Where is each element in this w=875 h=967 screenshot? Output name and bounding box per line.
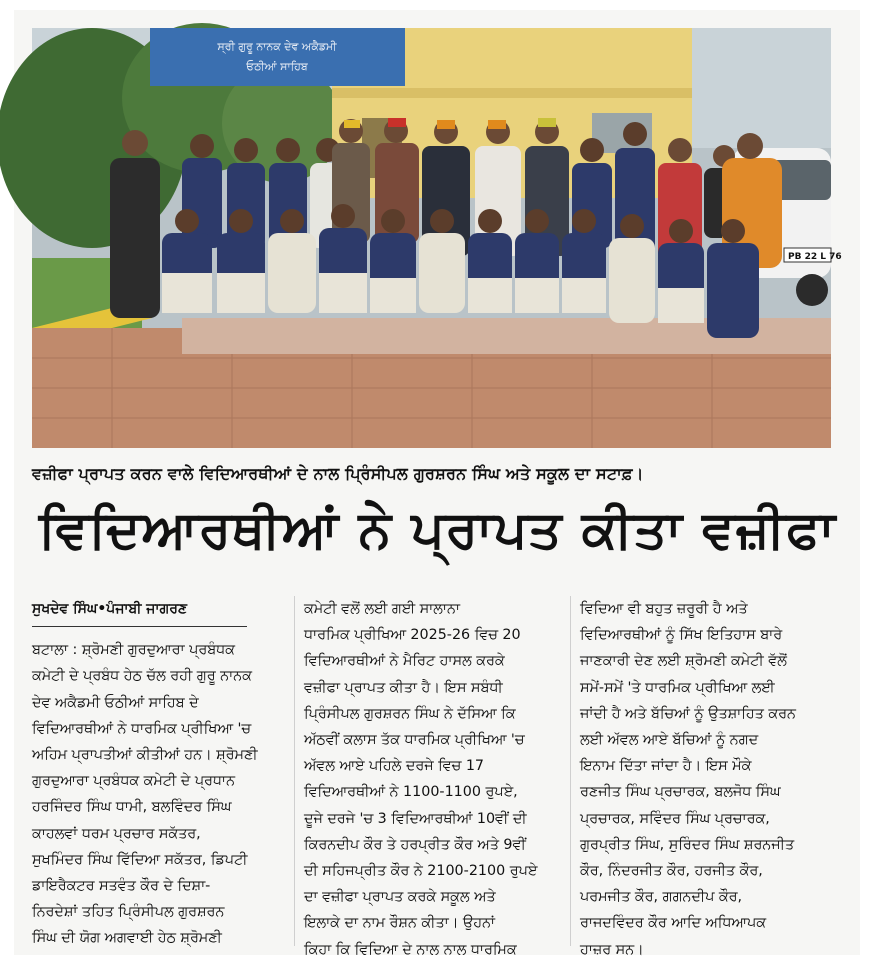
article-column-1 <box>32 596 284 952</box>
headline: ਵਿਦਿਆਰਥੀਆਂ ਨੇ ਪ੍ਰਾਪਤ ਕੀਤਾ ਵਜ਼ੀਫਾ <box>38 500 837 560</box>
article-line: ਰਾਜਦਵਿੰਦਰ ਕੌਰ ਆਦਿ ਅਧਿਆਪਕ <box>580 915 766 932</box>
byline-rule <box>32 626 247 627</box>
article-line: ਅੱਵਲ ਆਏ ਪਹਿਲੇ ਦਰਜੇ ਵਿਚ 17 <box>304 758 485 775</box>
byline: ਸੁਖਦੇਵ ਸਿੰਘ•ਪੰਜਾਬੀ ਜਾਗਰਣ <box>32 601 187 617</box>
article-line: ਕਾਹਲਵਾਂ ਧਰਮ ਪ੍ਰਚਾਰ ਸਕੱਤਰ, <box>32 825 201 842</box>
column-divider <box>294 596 295 946</box>
article-line: ਅਹਿਮ ਪ੍ਰਾਪਤੀਆਂ ਕੀਤੀਆਂ ਹਨ। ਸ਼੍ਰੋਮਣੀ <box>32 747 258 764</box>
banner-text-line2: ਓਠੀਆਂ ਸਾਹਿਬ <box>246 60 308 73</box>
article-line: ਕਿਰਨਦੀਪ ਕੌਰ ਤੇ ਹਰਪ੍ਰੀਤ ਕੌਰ ਅਤੇ 9ਵੀਂ <box>304 836 526 853</box>
article-line: ਵਿਦਿਆ ਵੀ ਬਹੁਤ ਜ਼ਰੂਰੀ ਹੈ ਅਤੇ <box>580 601 748 617</box>
photo-caption: ਵਜ਼ੀਫਾ ਪ੍ਰਾਪਤ ਕਰਨ ਵਾਲੇ ਵਿਦਿਆਰਥੀਆਂ ਦੇ ਨਾਲ ਪ੍ਰਿੰਸੀਪਲ ਗੁਰਸ਼ਰਨ ਸਿੰਘ ਅਤੇ ਸਕੂਲ ਦਾ ਸਟਾਫ਼। <box>32 464 644 483</box>
article-line: ਧਾਰਮਿਕ ਪ੍ਰੀਖਿਆ 2025-26 ਵਿਚ 20 <box>304 627 521 644</box>
article-line: ਵਿਦਿਆਰਥੀਆਂ ਨੇ ਧਾਰਮਿਕ ਪ੍ਰੀਖਿਆ 'ਚ <box>32 720 252 737</box>
article-line: ਦੀ ਸਹਿਜਪ੍ਰੀਤ ਕੌਰ ਨੇ 2100-2100 ਰੁਪਏ <box>304 863 538 880</box>
article-line: ਸੁਖਮਿੰਦਰ ਸਿੰਘ ਵਿੱਦਿਆ ਸਕੱਤਰ, ਡਿਪਟੀ <box>32 851 248 868</box>
article-line: ਕਮੇਟੀ ਦੇ ਪ੍ਰਬੰਧ ਹੇਠ ਚੱਲ ਰਹੀ ਗੁਰੂ ਨਾਨਕ <box>32 668 252 685</box>
article-line: ਦਾ ਵਜ਼ੀਫਾ ਪ੍ਰਾਪਤ ਕਰਕੇ ਸਕੂਲ ਅਤੇ <box>304 889 496 906</box>
article-line: ਡਾਇਰੈਕਟਰ ਸਤਵੰਤ ਕੌਰ ਦੇ ਦਿਸ਼ਾ- <box>32 878 211 895</box>
article-line: ਇਲਾਕੇ ਦਾ ਨਾਮ ਰੌਸ਼ਨ ਕੀਤਾ। ਉਹਨਾਂ <box>304 915 495 932</box>
article-line: ਵਜ਼ੀਫਾ ਪ੍ਰਾਪਤ ਕੀਤਾ ਹੈ। ਇਸ ਸਬੰਧੀ <box>304 679 503 696</box>
article-line: ਦੇਵ ਅਕੈਡਮੀ ਓਠੀਆਂ ਸਾਹਿਬ ਦੇ <box>32 694 199 711</box>
article-line: ਪ੍ਰਿੰਸੀਪਲ ਗੁਰਸ਼ਰਨ ਸਿੰਘ ਨੇ ਦੱਸਿਆ ਕਿ <box>304 705 516 722</box>
article-body <box>32 596 832 956</box>
column-divider <box>570 596 571 946</box>
article-line: ਜਾਣਕਾਰੀ ਦੇਣ ਲਈ ਸ਼੍ਰੋਮਣੀ ਕਮੇਟੀ ਵੱਲੋਂ <box>580 653 787 670</box>
article-column-3 <box>580 596 832 963</box>
article-line: ਜਾਂਦੀ ਹੈ ਅਤੇ ਬੱਚਿਆਂ ਨੂੰ ਉਤਸ਼ਾਹਿਤ ਕਰਨ <box>580 705 796 722</box>
article-line: ਬਟਾਲਾ : ਸ਼੍ਰੋਮਣੀ ਗੁਰਦੁਆਰਾ ਪ੍ਰਬੰਧਕ <box>32 642 235 659</box>
banner-text-line1: ਸ੍ਰੀ ਗੁਰੂ ਨਾਨਕ ਦੇਵ ਅਕੈਡਮੀ <box>217 40 337 53</box>
article-line: ਪਰਮਜੀਤ ਕੌਰ, ਗਗਨਦੀਪ ਕੌਰ, <box>580 889 743 906</box>
article-line: ਰਣਜੀਤ ਸਿੰਘ ਪ੍ਰਚਾਰਕ, ਬਲਜੋਧ ਸਿੰਘ <box>580 784 781 801</box>
article-line: ਗੁਰਦੁਆਰਾ ਪ੍ਰਬੰਧਕ ਕਮੇਟੀ ਦੇ ਪ੍ਰਧਾਨ <box>32 773 235 790</box>
article-line: ਕੌਰ, ਨਿੰਦਰਜੀਤ ਕੌਰ, ਹਰਜੀਤ ਕੌਰ, <box>580 863 763 880</box>
article-line: ਗੁਰਪ੍ਰੀਤ ਸਿੰਘ, ਸੁਰਿੰਦਰ ਸਿੰਘ ਸ਼ਰਨਜੀਤ <box>580 836 795 853</box>
car-number-plate: PB 22 L 76 <box>788 252 842 262</box>
article-line: ਇਨਾਮ ਦਿੱਤਾ ਜਾਂਦਾ ਹੈ। ਇਸ ਮੌਕੇ <box>580 758 752 775</box>
article-line: ਅੱਠਵੀਂ ਕਲਾਸ ਤੱਕ ਧਾਰਮਿਕ ਪ੍ਰੀਖਿਆ 'ਚ <box>304 732 525 749</box>
article-line: ਨਿਰਦੇਸ਼ਾਂ ਤਹਿਤ ਪ੍ਰਿੰਸੀਪਲ ਗੁਰਸ਼ਰਨ <box>32 904 225 921</box>
group-photo <box>32 28 842 448</box>
article-line: ਲਈ ਅੱਵਲ ਆਏ ਬੱਚਿਆਂ ਨੂੰ ਨਗਦ <box>580 732 759 749</box>
article-line: ਵਿਦਿਆਰਥੀਆਂ ਨੂੰ ਸਿੱਖ ਇਤਿਹਾਸ ਬਾਰੇ <box>580 627 783 644</box>
article-line: ਵਿਦਿਆਰਥੀਆਂ ਨੇ 1100-1100 ਰੁਪਏ, <box>304 784 518 801</box>
article-line: ਸਿੰਘ ਦੀ ਯੋਗ ਅਗਵਾਈ ਹੇਠ ਸ਼੍ਰੋਮਣੀ <box>32 930 222 947</box>
article-line: ਪ੍ਰਚਾਰਕ, ਸਵਿੰਦਰ ਸਿੰਘ ਪ੍ਰਚਾਰਕ, <box>580 810 770 827</box>
article-line: ਦੂਜੇ ਦਰਜੇ 'ਚ 3 ਵਿਦਿਆਰਥੀਆਂ 10ਵੀਂ ਦੀ <box>304 810 527 827</box>
article-line: ਸਮੇਂ-ਸਮੇਂ 'ਤੇ ਧਾਰਮਿਕ ਪ੍ਰੀਖਿਆ ਲਈ <box>580 679 775 696</box>
article-line: ਵਿਦਿਆਰਥੀਆਂ ਨੇ ਮੈਰਿਟ ਹਾਸਲ ਕਰਕੇ <box>304 653 505 670</box>
article-line: ਹਾਜ਼ਰ ਸਨ। <box>580 941 644 958</box>
article-column-2 <box>304 596 556 963</box>
article-line: ਕਮੇਟੀ ਵਲੋਂ ਲਈ ਗਈ ਸਾਲਾਨਾ <box>304 601 460 617</box>
group-photo-illustration <box>32 28 842 448</box>
article-line: ਕਿਹਾ ਕਿ ਵਿਦਿਆ ਦੇ ਨਾਲ ਨਾਲ ਧਾਰਮਿਕ <box>304 941 517 958</box>
article-line: ਹਰਜਿੰਦਰ ਸਿੰਘ ਧਾਮੀ, ਬਲਵਿੰਦਰ ਸਿੰਘ <box>32 799 232 816</box>
